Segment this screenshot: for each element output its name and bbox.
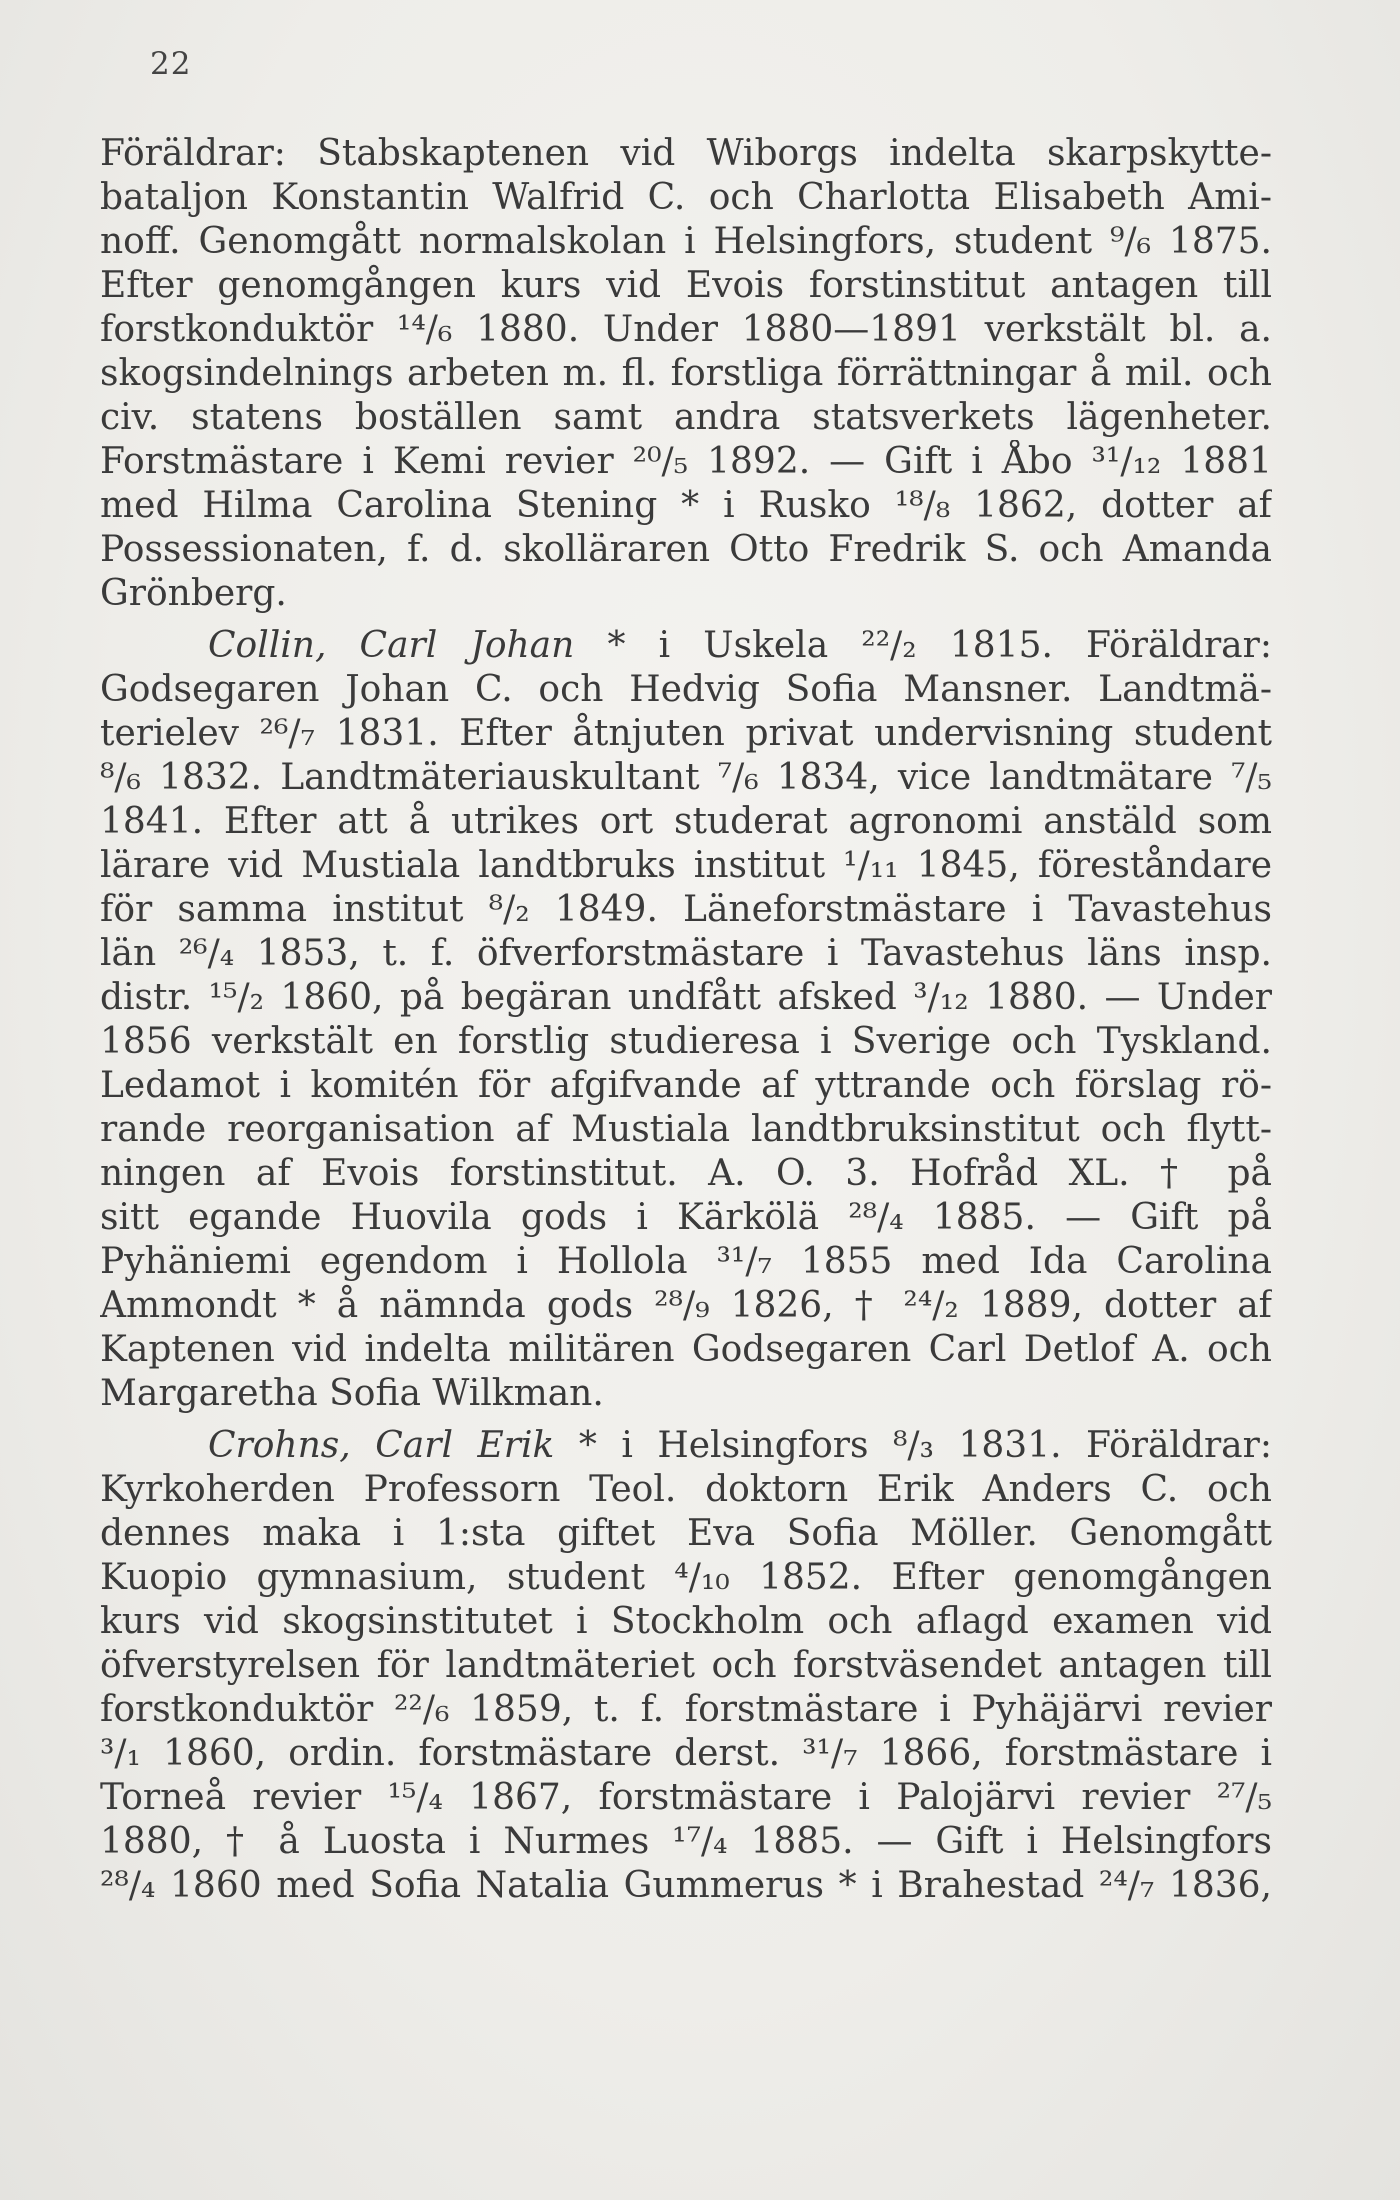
text-body <box>100 132 1272 1908</box>
text-line: sitt egande Huovila gods i Kärkölä ²⁸/₄ 1885. — Gift på <box>100 1197 1272 1238</box>
text-line: 1880, † å Luosta i Nurmes ¹⁷/₄ 1885. — Gift i Helsingfors <box>100 1821 1272 1862</box>
page-number: 22 <box>150 46 192 82</box>
text-line: noff. Genomgått normalskolan i Helsingfors, student ⁹/₆ 1875. <box>100 221 1272 262</box>
text-line: Pyhäniemi egendom i Hollola ³¹/₇ 1855 med Ida Carolina <box>100 1241 1272 1282</box>
text-line: Torneå revier ¹⁵/₄ 1867, forstmästare i Palojärvi revier ²⁷/₅ <box>100 1777 1272 1818</box>
text-line: ⁸/₆ 1832. Landtmäteriauskultant ⁷/₆ 1834, vice landtmätare ⁷/₅ <box>100 757 1272 798</box>
text-line: Kaptenen vid indelta militären Godsegaren Carl Detlof A. och <box>100 1329 1272 1370</box>
entry-name: Collin, Carl Johan <box>208 625 575 666</box>
entry-first-line <box>100 624 1272 668</box>
text-line: distr. ¹⁵/₂ 1860, på begäran undfått afsked ³/₁₂ 1880. — Under <box>100 977 1272 1018</box>
text-line: Kuopio gymnasium, student ⁴/₁₀ 1852. Efter genomgången <box>100 1557 1272 1598</box>
text-line: Possessionaten, f. d. skolläraren Otto Fredrik S. och Amanda <box>100 529 1272 570</box>
text-line: civ. statens boställen samt andra statsverkets lägenheter. <box>100 397 1272 438</box>
text-line: skogsindelnings arbeten m. fl. forstliga förrättningar å mil. och <box>100 353 1272 394</box>
text-line: med Hilma Carolina Stening * i Rusko ¹⁸/₈ 1862, dotter af <box>100 485 1272 526</box>
text-line: kurs vid skogsinstitutet i Stockholm och aflagd examen vid <box>100 1601 1272 1642</box>
text-line: Margaretha Sofia Wilkman. <box>100 1373 604 1414</box>
text-line: Efter genomgången kurs vid Evois forstinstitut antagen till <box>100 265 1272 306</box>
entry-continuation <box>100 132 1272 616</box>
text-line: bataljon Konstantin Walfrid C. och Charlotta Elisabeth Ami- <box>100 177 1272 218</box>
entry-first-line-text: * i Helsingfors ⁸/₃ 1831. Föräldrar: <box>578 1425 1272 1466</box>
text-line: forstkonduktör ¹⁴/₆ 1880. Under 1880—1891 verkstält bl. a. <box>100 309 1272 350</box>
entry-crohns <box>100 1424 1272 1908</box>
text-line: ningen af Evois forstinstitut. A. O. 3. Hofråd XL. † på <box>100 1153 1272 1194</box>
text-line: 1856 verkstält en forstlig studieresa i Sverige och Tyskland. <box>100 1021 1272 1062</box>
text-line: Kyrkoherden Professorn Teol. doktorn Erik Anders C. och <box>100 1469 1272 1510</box>
text-line: 1841. Efter att å utrikes ort studerat agronomi anstäld som <box>100 801 1272 842</box>
entry-first-line <box>100 1424 1272 1468</box>
entry-collin <box>100 624 1272 1416</box>
text-line: län ²⁶/₄ 1853, t. f. öfverforstmästare i Tavastehus läns insp. <box>100 933 1272 974</box>
text-line: ³/₁ 1860, ordin. forstmästare derst. ³¹/₇ 1866, forstmästare i <box>100 1733 1272 1774</box>
text-line: Godsegaren Johan C. och Hedvig Sofia Mansner. Landtmä- <box>100 669 1272 710</box>
text-line: terielev ²⁶/₇ 1831. Efter åtnjuten privat undervisning student <box>100 713 1272 754</box>
entry-name: Crohns, Carl Erik <box>208 1425 555 1466</box>
text-line: rande reorganisation af Mustiala landtbruksinstitut och flytt- <box>100 1109 1272 1150</box>
text-line: Föräldrar: Stabskaptenen vid Wiborgs indelta skarpskytte- <box>100 133 1272 174</box>
text-line: för samma institut ⁸/₂ 1849. Läneforstmästare i Tavastehus <box>100 889 1272 930</box>
text-line: dennes maka i 1:sta giftet Eva Sofia Möller. Genomgått <box>100 1513 1272 1554</box>
text-line: Grönberg. <box>100 573 287 614</box>
text-line: Ammondt * å nämnda gods ²⁸/₉ 1826, † ²⁴/₂ 1889, dotter af <box>100 1285 1272 1326</box>
text-line: öfverstyrelsen för landtmäteriet och forstväsendet antagen till <box>100 1645 1272 1686</box>
text-line: Ledamot i komitén för afgifvande af yttrande och förslag rö- <box>100 1065 1272 1106</box>
text-line: Forstmästare i Kemi revier ²⁰/₅ 1892. — Gift i Åbo ³¹/₁₂ 1881 <box>100 441 1272 482</box>
entry-first-line-text: * i Uskela ²²/₂ 1815. Föräldrar: <box>607 625 1272 666</box>
text-line: forstkonduktör ²²/₆ 1859, t. f. forstmästare i Pyhäjärvi revier <box>100 1689 1272 1730</box>
text-line: lärare vid Mustiala landtbruks institut ¹/₁₁ 1845, föreståndare <box>100 845 1272 886</box>
text-line: ²⁸/₄ 1860 med Sofia Natalia Gummerus * i Brahestad ²⁴/₇ 1836, <box>100 1865 1272 1906</box>
